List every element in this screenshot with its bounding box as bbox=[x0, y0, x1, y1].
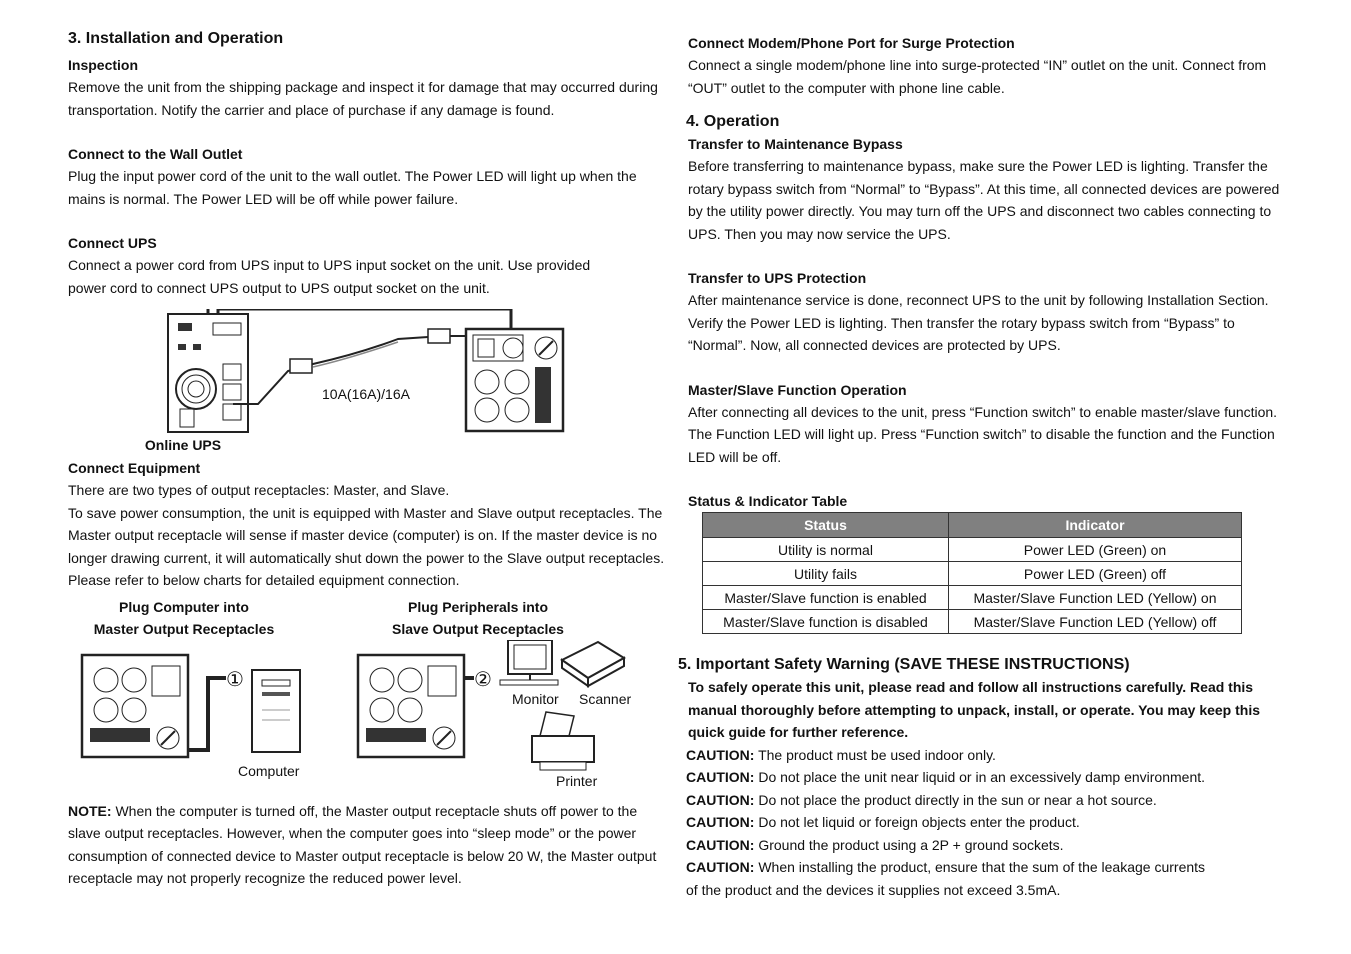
modem-heading: Connect Modem/Phone Port for Surge Protection bbox=[688, 35, 1015, 51]
caption-left-1: Plug Computer into bbox=[119, 598, 249, 615]
note-paragraph bbox=[68, 800, 666, 890]
master-unit-icon bbox=[82, 655, 188, 757]
indicator-cell: Power LED (Green) off bbox=[949, 562, 1242, 586]
cord-rating-label: 10A(16A)/16A bbox=[322, 386, 410, 402]
connect-equipment-text2: To save power consumption, the unit is equipped with Master and Slave output receptacles. The Master output receptacle will sense if master device (computer) is on. If the master device is no longer drawing current, it will automatically shut down the power to the Slave output receptacles. Please refer to below charts for detailed equipment connection. bbox=[68, 504, 665, 588]
caution-item bbox=[686, 789, 1286, 812]
computer-label: Computer bbox=[238, 762, 300, 779]
indicator-cell: Power LED (Green) on bbox=[949, 538, 1242, 562]
caution-text: Do not place the unit near liquid or in an excessively damp environment. bbox=[754, 769, 1206, 785]
slave-unit-icon bbox=[358, 655, 464, 757]
indicator-column-header: Indicator bbox=[949, 513, 1242, 538]
ups-protection-heading: Transfer to UPS Protection bbox=[688, 270, 867, 286]
connect-equipment-heading: Connect Equipment bbox=[68, 460, 201, 476]
bypass-text: Before transferring to maintenance bypass, make sure the Power LED is lighting. Transfer the rotary bypass switch from “Normal” to “Bypass”. At this time, all connected devices are powered by the utility power directly. You may turn off the UPS and disconnect two cables connecting to UPS. Then you may now service the UPS. bbox=[688, 158, 1280, 242]
ups-connection-diagram bbox=[68, 309, 666, 459]
section-5-title: 5. Important Safety Warning (SAVE THESE INSTRUCTIONS) bbox=[678, 656, 1130, 673]
connect-equipment-text1: There are two types of output receptacles: Master, and Slave. bbox=[68, 482, 450, 498]
safety-intro: To safely operate this unit, please read and follow all instructions carefully. Read this manual thoroughly before attempting to unpack, install, or operate. You may keep this quick guide for further reference. bbox=[688, 679, 1261, 740]
ups-protection-text: After maintenance service is done, reconnect UPS to the unit by following Installation Section. Verify the Power LED is lighting. Then transfer the rotary bypass switch from “Bypass” to “Normal”. Now, all connected devices are protected by UPS. bbox=[688, 292, 1269, 353]
bypass-heading: Transfer to Maintenance Bypass bbox=[688, 136, 903, 152]
caption-left-2: Master Output Receptacles bbox=[93, 620, 275, 637]
status-indicator-table bbox=[702, 512, 1242, 634]
caution-item bbox=[686, 856, 1286, 879]
caution-item bbox=[686, 834, 1286, 857]
caution-item bbox=[686, 744, 1286, 767]
monitor-icon bbox=[500, 640, 558, 685]
master-slave-text: After connecting all devices to the unit, press “Function switch” to enable master/slave function. The Function LED will light up. Press “Function switch” to disable the function and the Function LED will be off. bbox=[688, 403, 1278, 465]
section-3-title: 3. Installation and Operation bbox=[68, 30, 284, 47]
caution-label: CAUTION: bbox=[686, 746, 755, 763]
connect-ups-line2: power cord to connect UPS output to UPS output socket on the unit. bbox=[68, 279, 490, 296]
caution-label: CAUTION: bbox=[686, 859, 755, 875]
status-column-header: Status bbox=[703, 513, 949, 538]
caption-right-2: Slave Output Receptacles bbox=[392, 620, 564, 637]
caution-text: When installing the product, ensure that the sum of the leakage currents bbox=[754, 859, 1206, 875]
equipment-connection-diagram bbox=[68, 640, 666, 800]
modem-text: Connect a single modem/phone line into surge-protected “IN” outlet on the unit. Connect from “OUT” outlet to the computer with phone line cable. bbox=[688, 57, 1267, 96]
caution-item bbox=[686, 811, 1286, 834]
caution-label: CAUTION: bbox=[686, 814, 755, 830]
caution-text: Ground the product using a 2P + ground sockets. bbox=[754, 836, 1064, 853]
wall-outlet-heading: Connect to the Wall Outlet bbox=[68, 146, 243, 162]
bypass-unit-icon bbox=[466, 329, 563, 431]
scanner-label: Scanner bbox=[579, 690, 632, 707]
section-4-title: 4. Operation bbox=[686, 113, 780, 130]
marker-1: ① bbox=[226, 668, 244, 691]
monitor-label: Monitor bbox=[512, 690, 559, 707]
printer-label: Printer bbox=[556, 772, 598, 789]
connect-ups-heading: Connect UPS bbox=[68, 235, 157, 251]
status-cell: Utility is normal bbox=[703, 538, 949, 562]
note-text: When the computer is turned off, the Master output receptacle shuts off power to the slave output receptacles. However, when the computer goes into “sleep mode” or the power consumption of connected device to Master output receptacle is below 20 W, the Master output receptacle may not properly recognize the reduced power level. bbox=[68, 802, 657, 886]
status-cell: Master/Slave function is enabled bbox=[703, 586, 949, 610]
scanner-icon bbox=[562, 642, 624, 686]
table-row bbox=[703, 562, 1242, 586]
caution-tail: of the product and the devices it supplies not exceed 3.5mA. bbox=[686, 881, 1061, 898]
caution-text: The product must be used indoor only. bbox=[754, 746, 996, 763]
table-row bbox=[703, 610, 1242, 634]
wall-outlet-text: Plug the input power cord of the unit to the wall outlet. The Power LED will light up when the mains is normal. The Power LED will be off while power failure. bbox=[68, 168, 637, 207]
master-slave-heading: Master/Slave Function Operation bbox=[688, 381, 907, 398]
right-column bbox=[678, 30, 1286, 901]
status-cell: Master/Slave function is disabled bbox=[703, 610, 949, 634]
caution-label: CAUTION: bbox=[686, 769, 755, 785]
caption-right-1: Plug Peripherals into bbox=[407, 598, 549, 615]
connection-captions bbox=[68, 596, 666, 640]
marker-2: ② bbox=[474, 668, 492, 691]
caution-item bbox=[686, 766, 1286, 789]
caution-label: CAUTION: bbox=[686, 836, 755, 853]
status-cell: Utility fails bbox=[703, 562, 949, 586]
inspection-text: Remove the unit from the shipping package and inspect it for damage that may occurred during transportation. Notify the carrier and place of purchase if any damage is found. bbox=[68, 79, 658, 118]
caution-text: Do not place the product directly in the sun or near a hot source. bbox=[754, 791, 1157, 808]
inspection-heading: Inspection bbox=[68, 57, 139, 73]
note-label: NOTE: bbox=[68, 802, 112, 819]
equipment-connection-illustration bbox=[68, 640, 666, 800]
status-table-heading: Status & Indicator Table bbox=[688, 493, 848, 509]
online-ups-tower-icon bbox=[168, 314, 248, 432]
indicator-cell: Master/Slave Function LED (Yellow) on bbox=[949, 586, 1242, 610]
caution-text: Do not let liquid or foreign objects enter the product. bbox=[754, 814, 1080, 830]
indicator-cell: Master/Slave Function LED (Yellow) off bbox=[949, 610, 1242, 634]
table-row bbox=[703, 586, 1242, 610]
computer-icon bbox=[252, 670, 300, 752]
table-row bbox=[703, 538, 1242, 562]
online-ups-caption: Online UPS bbox=[144, 437, 222, 453]
printer-icon bbox=[532, 712, 594, 770]
connect-ups-line1: Connect a power cord from UPS input to UPS input socket on the unit. Use provided bbox=[68, 257, 591, 273]
caution-label: CAUTION: bbox=[686, 791, 755, 808]
left-column bbox=[68, 30, 666, 890]
